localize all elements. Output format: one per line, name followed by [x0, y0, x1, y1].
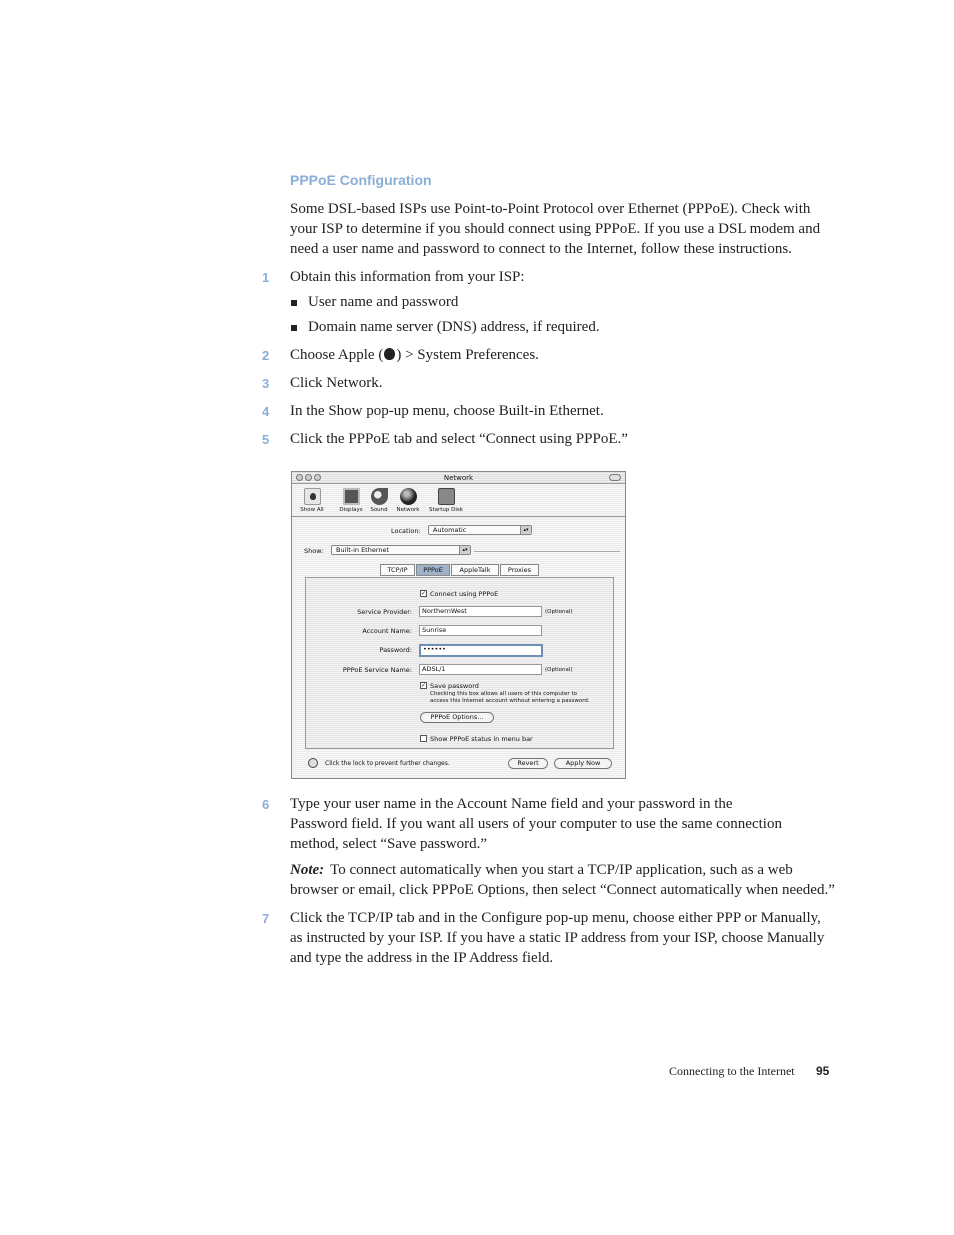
- password-label: Password:: [379, 646, 412, 654]
- step-number-6: 6: [262, 797, 270, 812]
- step-number-5: 5: [262, 432, 270, 447]
- save-password-help-2: access this Internet account without entering a password.: [430, 698, 590, 704]
- show-all-icon: [304, 488, 321, 505]
- step-number-4: 4: [262, 404, 270, 419]
- divider: [474, 551, 620, 552]
- page-number: 95: [816, 1064, 830, 1078]
- service-name-optional: (Optional): [545, 667, 573, 673]
- step-text-1: Obtain this information from your ISP:: [290, 269, 525, 285]
- toolbar-show-all[interactable]: Show All: [297, 488, 327, 513]
- step-text-2-after: ) > System Preferences.: [396, 347, 539, 363]
- popup-arrows-icon: ▴▾: [520, 526, 531, 534]
- bullet-marker: [291, 325, 297, 331]
- account-name-label: Account Name:: [362, 627, 412, 635]
- step-text-2: [290, 345, 835, 365]
- tab-appletalk[interactable]: AppleTalk: [451, 564, 499, 576]
- network-preferences-window: [291, 471, 626, 779]
- step-text-7: Click the TCP/IP tab and in the Configure pop-up menu, choose either PPP or Manually, as instructed by your ISP. If you have a static IP address from your ISP, choose Manually and type the address in the IP Address field.: [290, 910, 825, 966]
- tab-proxies[interactable]: Proxies: [500, 564, 539, 576]
- apply-now-button[interactable]: Apply Now: [554, 758, 612, 769]
- save-password-help-1: Checking this box allows all users of this computer to: [430, 691, 577, 697]
- connect-pppoe-checkbox[interactable]: ✓: [421, 590, 427, 597]
- bullet-item-1: User name and password: [308, 294, 459, 310]
- popup-arrows-icon: ▴▾: [459, 546, 470, 554]
- service-provider-optional: (Optional): [545, 609, 573, 615]
- service-name-label: PPPoE Service Name:: [342, 666, 412, 674]
- toolbar-sound[interactable]: Sound: [368, 488, 390, 513]
- toolbar-network[interactable]: Network: [394, 488, 422, 513]
- footer-chapter-title: Connecting to the Internet: [669, 1064, 795, 1078]
- tab-pppoe[interactable]: PPPoE: [416, 564, 450, 576]
- network-icon: [400, 488, 417, 505]
- pppoe-panel: [305, 577, 614, 749]
- password-field[interactable]: ••••••: [419, 644, 543, 657]
- show-status-checkbox[interactable]: [420, 735, 427, 742]
- window-title: Network: [443, 474, 474, 482]
- location-label: Location:: [391, 527, 421, 535]
- save-password-checkbox[interactable]: ✓: [421, 682, 427, 689]
- step-number-2: 2: [262, 348, 270, 363]
- step-text-3: Click Network.: [290, 375, 383, 391]
- save-password-label: Save password: [430, 682, 479, 690]
- step-text-2-before: Choose Apple (: [290, 347, 384, 363]
- show-label: Show:: [304, 547, 324, 555]
- account-name-field[interactable]: Sunrise: [419, 625, 542, 636]
- step-number-1: 1: [262, 270, 270, 285]
- sound-icon: [371, 488, 388, 505]
- toolbar-toggle-button[interactable]: [609, 474, 621, 481]
- connect-pppoe-label: Connect using PPPoE: [430, 590, 499, 598]
- section-heading: PPPoE Configuration: [290, 172, 432, 188]
- location-popup[interactable]: Automatic ▴▾: [428, 525, 532, 535]
- startup-disk-icon: [438, 488, 455, 505]
- apple-icon: [384, 348, 395, 360]
- step-text-4: In the Show pop-up menu, choose Built-in Ethernet.: [290, 403, 604, 419]
- toolbar-displays[interactable]: Displays: [337, 488, 365, 513]
- note-paragraph: [290, 860, 835, 900]
- show-status-label: Show PPPoE status in menu bar: [430, 735, 533, 743]
- note-label: Note:: [290, 862, 325, 878]
- step-text-5: Click the PPPoE tab and select “Connect using PPPoE.”: [290, 431, 628, 447]
- preferences-toolbar: [292, 484, 625, 517]
- tab-tcpip[interactable]: TCP/IP: [380, 564, 415, 576]
- bullet-item-2: Domain name server (DNS) address, if required.: [308, 319, 600, 335]
- step-number-7: 7: [262, 911, 270, 926]
- service-provider-field[interactable]: NorthernWest: [419, 606, 542, 617]
- toolbar-startup-disk[interactable]: Startup Disk: [426, 488, 466, 513]
- bullet-marker: [291, 300, 297, 306]
- service-provider-label: Service Provider:: [357, 608, 412, 616]
- note-text: To connect automatically when you start a TCP/IP application, such as a web browser or email, click PPPoE Options, then select “Connect automatically when needed.”: [290, 862, 835, 898]
- intro-paragraph: Some DSL-based ISPs use Point-to-Point Protocol over Ethernet (PPPoE). Check with your ISP to determine if you should connect using PPPoE. If you use a DSL modem and need a user name and password to connect to the Internet, follow these instructions.: [290, 201, 821, 257]
- step-text-6: Type your user name in the Account Name field and your password in the Password field. If you want all users of your computer to use the same connection method, select “Save password.”: [290, 796, 782, 852]
- show-popup[interactable]: Built-in Ethernet ▴▾: [331, 545, 471, 555]
- lock-text: Click the lock to prevent further changes.: [325, 760, 450, 767]
- revert-button[interactable]: Revert: [508, 758, 548, 769]
- lock-icon[interactable]: [308, 758, 318, 768]
- pppoe-options-button[interactable]: PPPoE Options...: [420, 712, 494, 723]
- displays-icon: [343, 488, 360, 505]
- window-titlebar: [292, 472, 625, 484]
- step-number-3: 3: [262, 376, 270, 391]
- service-name-field[interactable]: ADSL/1: [419, 664, 542, 675]
